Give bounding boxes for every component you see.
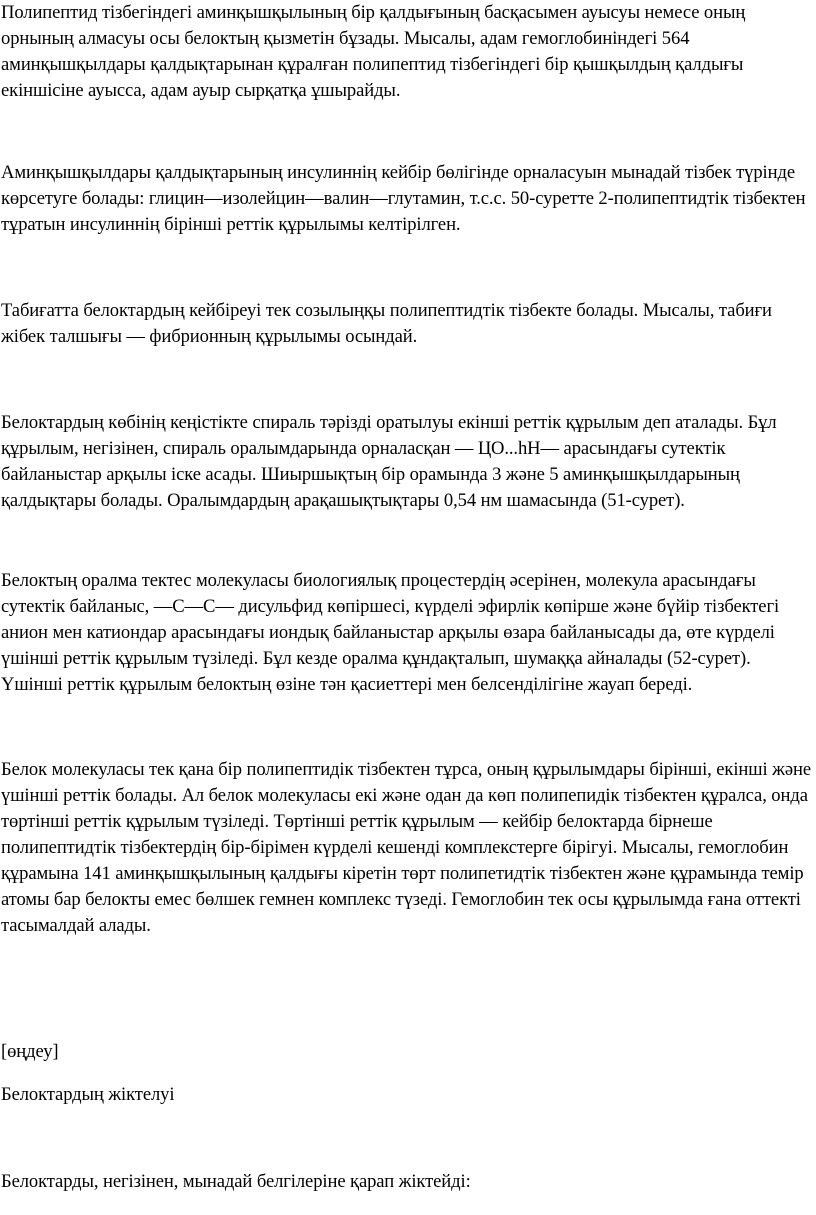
edit-link[interactable]: [өңдеу] [1, 1041, 59, 1062]
section-heading: Белоктардың жіктелуі [1, 1084, 175, 1105]
paragraph-tertiary-structure: Белоктың оралма тектес молекуласы биологиялық процестердің әсерінен, молекула арасындағы сутектік байланыс, —С—С— дисульфид көпіршесі, күрделі эфирлік көпірше және бүйір тізбектегі анион мен катиондар арасындағы иондық байланыстар арқылы өзара байланысады да, өте күрделі үшінші реттік құрылым түзіледі. Бұл кезде оралма құндақталып, шумаққа айналады (52-сурет). Үшінші реттік құрылым белоктың өзіне тән қасиеттері мен белсенділігіне жауап береді. [1, 570, 780, 695]
paragraph-classification-intro: Белоктарды, негізінен, мынадай белгілеріне қарап жіктейді: [1, 1171, 471, 1192]
edit-link-line [1, 1039, 813, 1065]
paragraph-fibroin: Табиғатта белоктардың кейбіреуі тек созылыңқы полипептидтік тізбекте болады. Мысалы, табиғи жібек талшығы — фибрионның құрылымы осындай. [1, 300, 772, 347]
paragraph-amino-acid-substitution: Полипептид тізбегіндегі аминқышқылының бір қалдығының басқасымен ауысуы немесе оның орнының алмасуы осы белоктың қызметін бұзады. Мысалы, адам гемоглобиніндегі 564 аминқышқылдары қалдықтарынан құралған полипептид тізбегіндегі бір қышқылдың қалдығы екіншісіне ауысса, адам ауыр сырқатқа ұшырайды. [1, 2, 746, 101]
paragraph-secondary-structure: Белоктардың көбінің кеңістікте спираль тәрізді оратылуы екінші реттік құрылым деп аталады. Бұл құрылым, негізінен, спираль оралымдарында орналасқан — ЦО...һН— арасындағы сутектік байланыстар арқылы іске асады. Шиыршықтың бір орамында 3 және 5 аминқышқылдарының қалдықтары болады. Оралымдардың арақашықтықтары 0,54 нм шамасында (51-сурет). [1, 412, 777, 511]
paragraph-insulin-sequence: Аминқышқылдары қалдықтарының инсулиннің кейбір бөлігінде орналасуын мынадай тізбек түрінде көрсетуге болады: глицин—изолейцин—валин—глутамин, т.с.с. 50-суретте 2-полипептидтік тізбектен тұратын инсулиннің бірінші реттік құрылымы келтірілген. [1, 162, 806, 235]
paragraph-quaternary-structure: Белок молекуласы тек қана бір полипептидік тізбектен тұрса, оның құрылымдары бірінші, екінші және үшінші реттік болады. Ал белок молекуласы екі және одан да көп полипепидік тізбектен құралса, онда төртінші реттік құрылым түзіледі. Төртінші реттік құрылым — кейбір белоктарда бірнеше полипептидтік тізбектердің бір-бірімен күрделі кешенді комплекстерге бірігуі. Мысалы, гемоглобин құрамына 141 аминқышқылының қалдығы кіретін төрт полипетидтік тізбектен және құрамында темір атомы бар белокты емес бөлшек гемнен комплекс түзеді. Гемоглобин тек осы құрылымда ғана оттекті тасымалдай алады. [1, 759, 811, 936]
